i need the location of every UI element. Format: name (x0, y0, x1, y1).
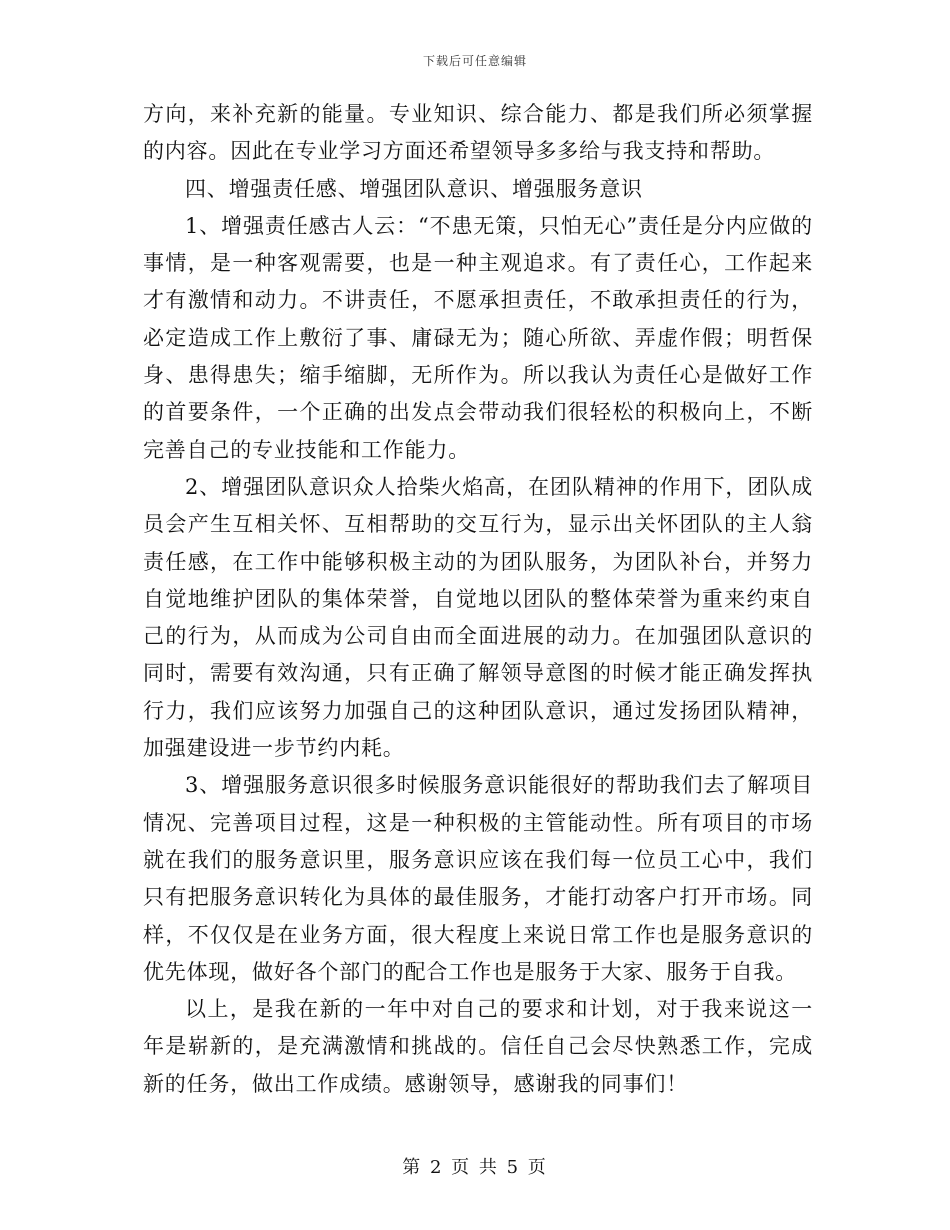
document-body (143, 96, 813, 1103)
section-heading: 四、增强责任感、增强团队意识、增强服务意识 (185, 176, 643, 201)
paragraph-continuation: 方向，来补充新的能量。专业知识、综合能力、都是我们所必须掌握的内容。因此在专业学习方面还希望领导多多给与我支持和帮助。 (143, 102, 813, 164)
page-number: 第 2 页 共 5 页 (402, 1157, 548, 1178)
paragraph-teamwork: 2、增强团队意识众人拾柴火焰高，在团队精神的作用下，团队成员会产生互相关怀、互相帮助的交互行为，显示出关怀团队的主人翁责任感，在工作中能够积极主动的为团队服务，为团队补台，并努力自觉地维护团队的集体荣誉，自觉地以团队的整体荣誉为重来约束自己的行为，从而成为公司自由而全面进展的动力。在加强团队意识的同时，需要有效沟通，只有正确了解领导意图的时候才能正确发挥执行力，我们应该努力加强自己的这种团队意识，通过发扬团队精神，加强建设进一步节约内耗。 (143, 474, 813, 761)
paragraph-service: 3、增强服务意识很多时候服务意识能很好的帮助我们去了解项目情况、完善项目过程，这是一种积极的主管能动性。所有项目的市场就在我们的服务意识里，服务意识应该在我们每一位员工心中，我们只有把服务意识转化为具体的最佳服务，才能打动客户打开市场。同样，不仅仅是在业务方面，很大程度上来说日常工作也是服务意识的优先体现，做好各个部门的配合工作也是服务于大家、服务于自我。 (143, 773, 813, 984)
page-header-note: 下载后可任意编辑 (422, 54, 527, 68)
paragraph-conclusion: 以上，是我在新的一年中对自己的要求和计划，对于我来说这一年是崭新的，是充满激情和挑战的。信任自己会尽快熟悉工作，完成新的任务，做出工作成绩。感谢领导，感谢我的同事们！ (143, 997, 813, 1096)
paragraph-responsibility: 1、增强责任感古人云：“不患无策，只怕无心”责任是分内应做的事情，是一种客观需要，也是一种主观追求。有了责任心，工作起来才有激情和动力。不讲责任，不愿承担责任，不敢承担责任的行为，必定造成工作上敷衍了事、庸碌无为；随心所欲、弄虚作假；明哲保身、患得患失；缩手缩脚，无所作为。所以我认为责任心是做好工作的首要条件，一个正确的出发点会带动我们很轻松的积极向上，不断完善自己的专业技能和工作能力。 (143, 213, 813, 462)
